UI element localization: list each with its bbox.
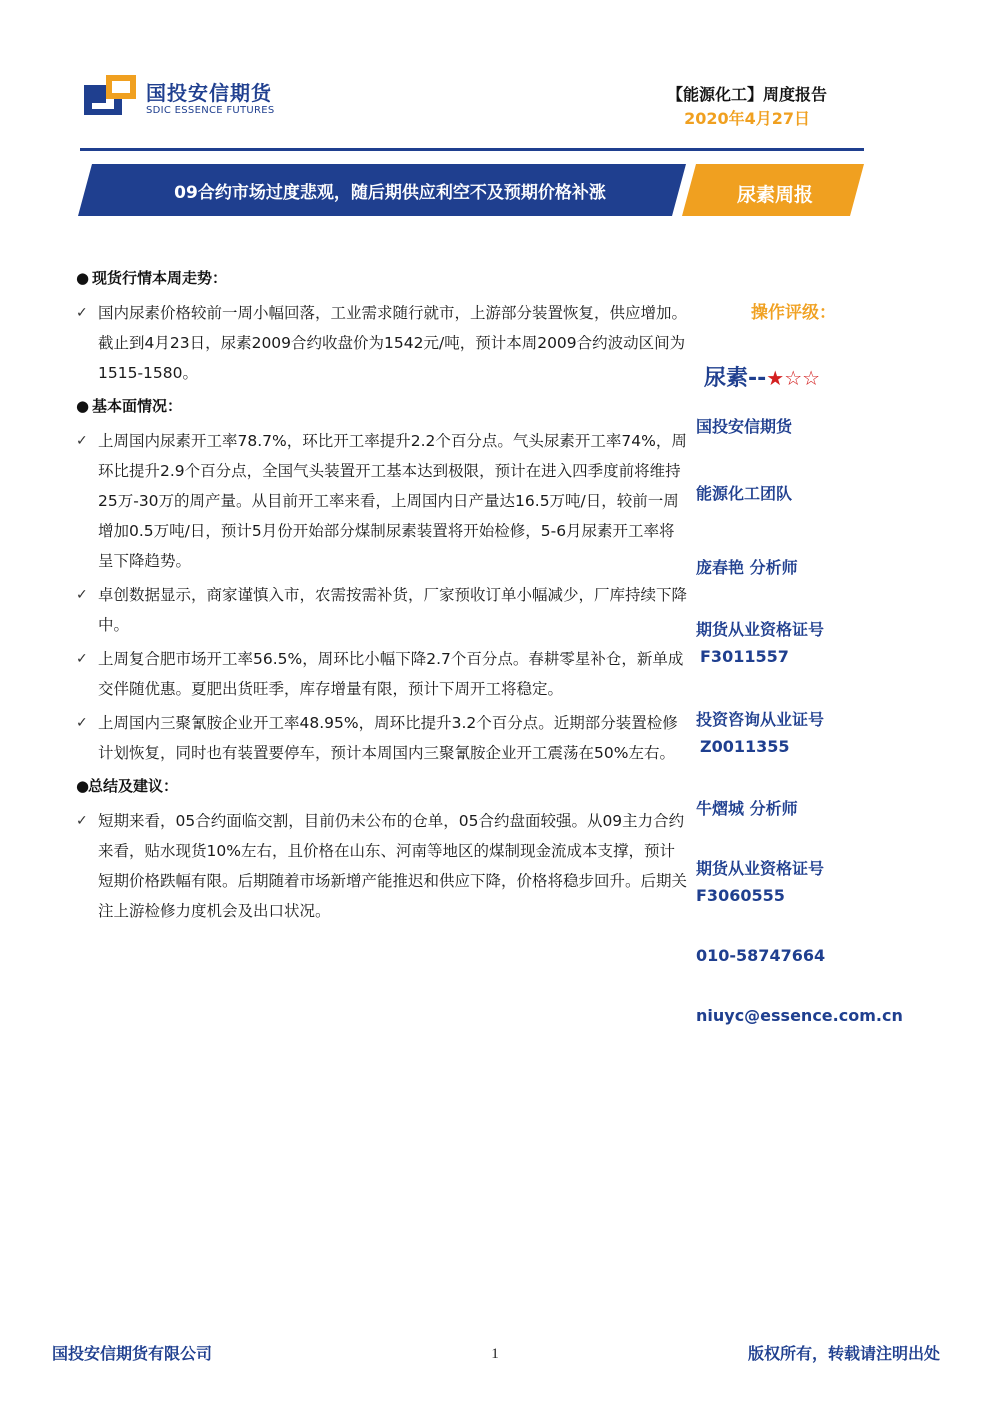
analyst-2-name: 牛熠城 分析师 <box>696 799 798 818</box>
section-summary <box>76 774 688 926</box>
company-logo <box>80 73 305 123</box>
list-item: ✓ 上周国内三聚氰胺企业开工率48.95%，周环比提升3.2个百分点。近期部分装置检修计划恢复，同时也有装置要停车，预计本周国内三聚氰胺企业开工震荡在50%左右。 <box>76 708 688 768</box>
list-item: ✓ 卓创数据显示，商家谨慎入市，农需按需补货，厂家预收订单小幅减少，厂库持续下降中。 <box>76 580 688 640</box>
check-icon: ✓ <box>76 433 88 449</box>
analyst-1-cert: F3011557 <box>700 647 789 666</box>
report-headline: 09合约市场过度悲观，随后期供应利空不及预期价格补涨 <box>174 183 606 203</box>
bullet-icon: ● <box>76 777 90 795</box>
footer-copyright: 版权所有，转载请注明出处 <box>747 1344 940 1363</box>
bullet-icon: ● <box>76 269 90 287</box>
page-number: 1 <box>491 1346 499 1362</box>
analyst-1-name: 庞春艳 分析师 <box>696 558 798 577</box>
section-heading: ● 基本面情况： <box>76 394 688 418</box>
analyst-1-consult-label: 投资咨询从业证号 <box>696 710 825 729</box>
main-content <box>76 266 688 930</box>
list-item: ✓ 上周复合肥市场开工率56.5%，周环比小幅下降2.7个百分点。春耕零星补仓，新单成交伴随优惠。夏肥出货旺季，库存增量有限，预计下周开工将稳定。 <box>76 644 688 704</box>
check-icon: ✓ <box>76 813 88 829</box>
list-item: ✓ 上周国内尿素开工率78.7%，环比开工率提升2.2个百分点。气头尿素开工率74%，周环比提升2.9个百分点，全国气头装置开工基本达到极限，预计在进入四季度前将维持25万-30万的周产量。从目前开工率来看，上周国内日产量达16.5万吨/日，较前一周增加0.5万吨/日，预计5月份开始部分煤制尿素装置将开始检修，5-6月尿素开工率将呈下降趋势。 <box>76 426 688 576</box>
check-icon: ✓ <box>76 587 88 603</box>
header-divider <box>80 148 864 151</box>
sidebar-company: 国投安信期货 <box>696 417 793 436</box>
analyst-1-cert-label: 期货从业资格证号 <box>696 620 825 639</box>
sidebar-team: 能源化工团队 <box>696 484 793 503</box>
section-fundamentals <box>76 394 688 768</box>
rating <box>704 361 820 392</box>
star-rating-icon: ★☆☆ <box>766 366 821 390</box>
report-category-tag: 尿素周报 <box>736 184 813 206</box>
logo-mark-icon <box>80 73 140 123</box>
logo-english-name: SDIC ESSENCE FUTURES <box>146 105 275 116</box>
section-spot-market <box>76 266 688 388</box>
section-heading: ● 现货行情本周走势： <box>76 266 688 290</box>
list-item: ✓ 短期来看，05合约面临交割，目前仍未公布的仓单，05合约盘面较强。从09主力合约来看，贴水现货10%左右，且价格在山东、河南等地区的煤制现金流成本支撑，预计短期价格跌幅有限。后期随着市场新增产能推迟和供应下降，价格将稳步回升。后期关注上游检修力度机会及出口状况。 <box>76 806 688 926</box>
footer-company: 国投安信期货有限公司 <box>52 1344 213 1363</box>
logo-name: 国投安信期货 <box>146 81 272 105</box>
section-heading: ●总结及建议： <box>76 774 688 798</box>
report-date: 2020年4月27日 <box>684 109 810 128</box>
analyst-1-consult: Z0011355 <box>700 737 790 756</box>
rating-product: 尿素-- <box>704 366 767 391</box>
rating-label: 操作评级： <box>751 303 836 323</box>
check-icon: ✓ <box>76 305 88 321</box>
contact-phone: 010-58747664 <box>696 946 826 965</box>
analyst-2-cert: F3060555 <box>696 886 785 905</box>
bullet-icon: ● <box>76 397 90 415</box>
contact-email[interactable]: niuyc@essence.com.cn <box>696 1006 903 1025</box>
check-icon: ✓ <box>76 715 88 731</box>
report-type: 【能源化工】周度报告 <box>666 85 827 104</box>
list-item: ✓ 国内尿素价格较前一周小幅回落，工业需求随行就市，上游部分装置恢复，供应增加。截止到4月23日，尿素2009合约收盘价为1542元/吨，预计本周2009合约波动区间为1515-1580。 <box>76 298 688 388</box>
analyst-2-cert-label: 期货从业资格证号 <box>696 859 825 878</box>
check-icon: ✓ <box>76 651 88 667</box>
